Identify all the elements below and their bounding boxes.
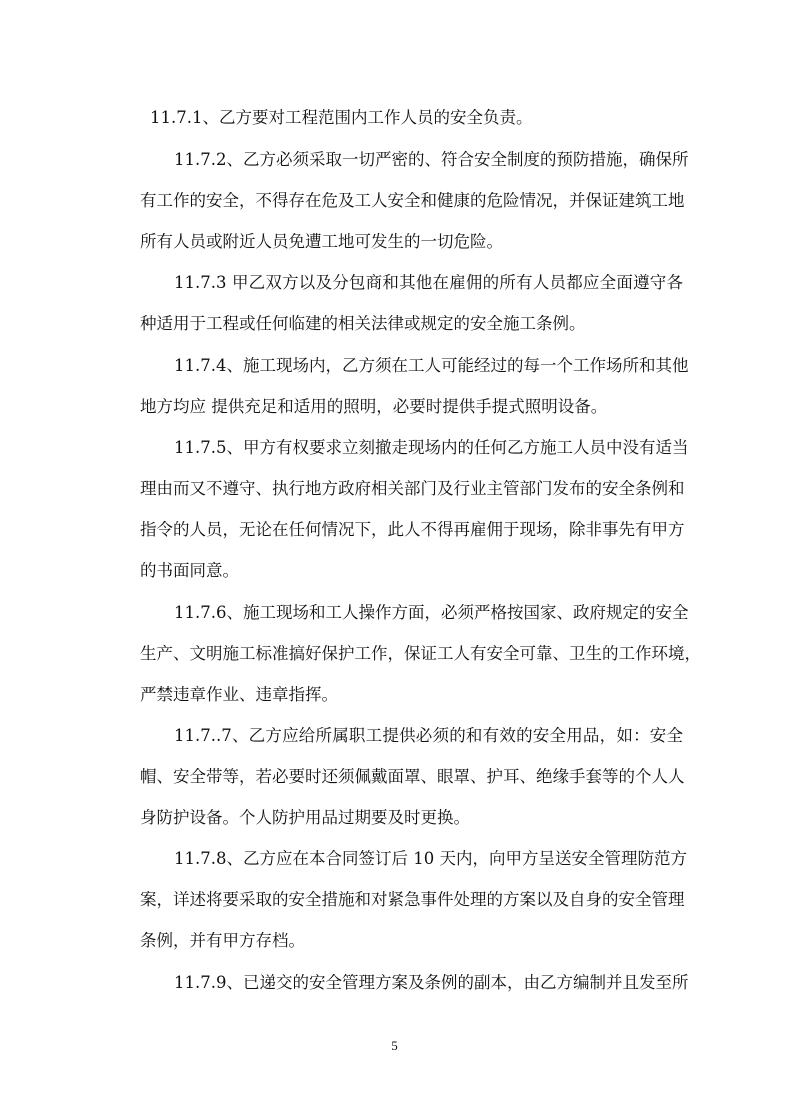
paragraph-11-7-2-line: 11.7.2、乙方必须采取一切严密的、符合安全制度的预防措施，确保所 <box>174 150 689 169</box>
paragraph-11-7-1-line: 11.7.1、乙方要对工程范围内工作人员的安全负责。 <box>150 108 533 127</box>
paragraph-11-7-6-line: 生产、文明施工标准搞好保护工作，保证工人有安全可靠、卫生的工作环境， <box>140 644 701 663</box>
paragraph-11-7-7-line: 帽、安全带等，若必要时还须佩戴面罩、眼罩、护耳、绝缘手套等的个人人 <box>140 767 685 786</box>
paragraph-11-7-3-line: 种适用于工程或任何临建的相关法律或规定的安全施工条例。 <box>140 314 586 333</box>
paragraph-11-7-7-line: 身防护设备。个人防护用品过期要及时更换。 <box>140 808 470 827</box>
paragraph-11-7-5-line: 11.7.5、甲方有权要求立刻撤走现场内的任何乙方施工人员中没有适当 <box>174 438 689 457</box>
paragraph-11-7-9-line: 11.7.9、已递交的安全管理方案及条例的副本，由乙方编制并且发至所 <box>174 973 689 992</box>
paragraph-11-7-5-line: 的书面同意。 <box>140 561 239 580</box>
paragraph-11-7-5-line: 理由而又不遵守、执行地方政府相关部门及行业主管部门发布的安全条例和 <box>140 479 685 498</box>
paragraph-11-7-5-line: 指令的人员，无论在任何情况下，此人不得再雇佣于现场，除非事先有甲方 <box>140 520 685 539</box>
paragraph-11-7-8-line: 条例，并有甲方存档。 <box>140 931 305 950</box>
paragraph-11-7-2-line: 所有人员或附近人员免遭工地可发生的一切危险。 <box>140 232 503 251</box>
page-number: 5 <box>391 1038 398 1053</box>
paragraph-11-7-8-line: 11.7.8、乙方应在本合同签订后 10 天内，向甲方呈送安全管理防范方 <box>174 849 687 868</box>
paragraph-11-7-3-line: 11.7.3 甲乙双方以及分包商和其他在雇佣的所有人员都应全面遵守各 <box>174 273 683 292</box>
paragraph-11-7-4-line: 11.7.4、施工现场内，乙方须在工人可能经过的每一个工作场所和其他 <box>174 356 689 375</box>
paragraph-11-7-6-line: 严禁违章作业、违章指挥。 <box>140 685 338 704</box>
paragraph-11-7-8-line: 案，详述将要采取的安全措施和对紧急事件处理的方案以及自身的安全管理 <box>140 890 685 909</box>
paragraph-11-7-4-line: 地方均应 提供充足和适用的照明，必要时提供手提式照明设备。 <box>140 397 608 416</box>
paragraph-11-7-6-line: 11.7.6、施工现场和工人操作方面，必须严格按国家、政府规定的安全 <box>174 603 689 622</box>
paragraph-11-7-7-line: 11.7..7、乙方应给所属职工提供必须的和有效的安全用品，如：安全 <box>174 726 683 745</box>
paragraph-11-7-2-line: 有工作的安全，不得存在危及工人安全和健康的危险情况，并保证建筑工地 <box>140 191 685 210</box>
